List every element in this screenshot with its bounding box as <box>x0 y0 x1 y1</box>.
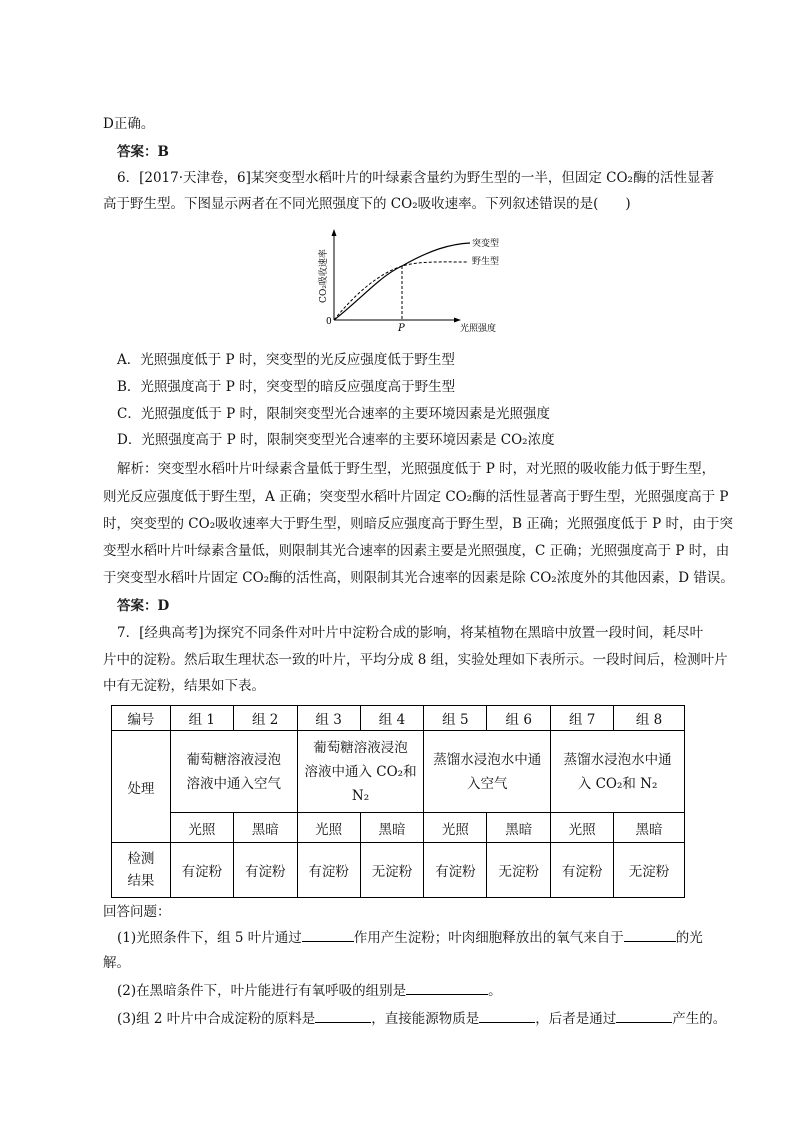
light-2: 黑暗 <box>233 813 297 843</box>
treatment-groups-5-6: 蒸馏水浸泡水中通 入空气 <box>424 731 551 813</box>
blank-3c[interactable] <box>616 1008 672 1023</box>
light-4: 黑暗 <box>360 813 424 843</box>
q6-analysis-line4: 变型水稻叶片叶绿素含量低，则限制其光合速率的因素主要是光照强度，C 正确；光照强度高于 P 时，由 <box>103 543 730 559</box>
answer-intro: 回答问题： <box>103 904 171 920</box>
result-3: 有淀粉 <box>297 843 360 898</box>
q6-analysis-line2: 则光反应强度低于野生型，A 正确；突变型水稻叶片固定 CO₂酶的活性显著高于野生型，光照强度高于 P <box>103 489 729 505</box>
result-7: 有淀粉 <box>551 843 614 898</box>
q6-option-b: B．光照强度高于 P 时，突变型的暗反应强度高于野生型 <box>117 379 456 395</box>
q6-analysis-line1: 解析：突变型水稻叶片叶绿素含量低于野生型，光照强度低于 P 时，对光照的吸收能力低于野生型， <box>117 461 716 477</box>
table-result-row <box>112 843 685 898</box>
prev-answer-tail: D正确。 <box>103 116 155 132</box>
group-8: 组 8 <box>614 706 685 731</box>
result-6: 无淀粉 <box>487 843 551 898</box>
light-3: 光照 <box>297 813 360 843</box>
q7-stem-line2: 片中的淀粉。然后取生理状态一致的叶片，平均分成 8 组，实验处理如下表所示。一段时间后，检测叶片 <box>103 652 728 668</box>
wild-type-curve <box>334 262 468 320</box>
group-6: 组 6 <box>487 706 551 731</box>
q7-stem-line1: 7．[经典高考]为探究不同条件对叶片中淀粉合成的影响，将某植物在黑暗中放置一段时间，耗尽叶 <box>117 625 704 641</box>
x-axis-label: 光照强度 <box>460 324 497 334</box>
q6-stem-line1: 6．[2017·天津卷，6]某突变型水稻叶片的叶绿素含量约为野生型的一半，但固定 CO₂酶的活性显著 <box>117 170 714 186</box>
light-8: 黑暗 <box>614 813 685 843</box>
result-label: 检测 结果 <box>112 843 171 898</box>
y-axis-label: CO₂吸收速率 <box>319 249 329 303</box>
table-header-row <box>112 706 685 731</box>
q6-stem-line2: 高于野生型。下图显示两者在不同光照强度下的 CO₂吸收速率。下列叙述错误的是( ) <box>103 196 631 212</box>
blank-1b[interactable] <box>624 927 676 942</box>
sub-question-3: (3)组 2 叶片中合成淀粉的原料是 ，直接能源物质是 ，后者是通过 产生的。 <box>117 1008 726 1029</box>
blank-3b[interactable] <box>479 1008 535 1023</box>
result-1: 有淀粉 <box>170 843 233 898</box>
light-5: 光照 <box>424 813 487 843</box>
result-4: 无淀粉 <box>360 843 424 898</box>
group-7: 组 7 <box>551 706 614 731</box>
result-8: 无淀粉 <box>614 843 685 898</box>
treatment-label: 处理 <box>112 731 171 843</box>
group-1: 组 1 <box>170 706 233 731</box>
blank-1a[interactable] <box>302 927 354 942</box>
sub-question-1: (1)光照条件下，组 5 叶片通过 作用产生淀粉；叶肉细胞释放出的氧气来自于 的光 <box>117 927 703 948</box>
group-2: 组 2 <box>233 706 297 731</box>
legend-mutant: 突变型 <box>472 239 500 249</box>
q6-analysis-line5: 于突变型水稻叶片固定 CO₂酶的活性高，则限制其光合速率的因素是除 CO₂浓度外的其他因素，D 错误。 <box>103 570 734 586</box>
group-5: 组 5 <box>424 706 487 731</box>
table-treatment-row <box>112 731 685 813</box>
q7-stem-line3: 中有无淀粉，结果如下表。 <box>103 678 265 694</box>
treatment-groups-1-2: 葡萄糖溶液浸泡 溶液中通入空气 <box>170 731 297 813</box>
light-1: 光照 <box>170 813 233 843</box>
answer-q5: 答案：B <box>117 144 169 160</box>
legend-wild: 野生型 <box>472 257 500 267</box>
q6-option-d: D．光照强度高于 P 时，限制突变型光合速率的主要环境因素是 CO₂浓度 <box>117 432 555 448</box>
p-label: P <box>398 323 405 334</box>
group-3: 组 3 <box>297 706 360 731</box>
table-light-row <box>112 813 685 843</box>
header-label: 编号 <box>112 706 171 731</box>
treatment-groups-7-8: 蒸馏水浸泡水中通 入 CO₂和 N₂ <box>551 731 685 813</box>
blank-2[interactable] <box>406 980 488 995</box>
result-2: 有淀粉 <box>233 843 297 898</box>
experiment-table <box>111 705 685 898</box>
co2-absorption-figure <box>310 228 510 338</box>
q6-option-a: A．光照强度低于 P 时，突变型的光反应强度低于野生型 <box>117 352 455 368</box>
blank-3a[interactable] <box>315 1008 371 1023</box>
q6-answer: 答案：D <box>117 598 170 614</box>
result-5: 有淀粉 <box>424 843 487 898</box>
treatment-groups-3-4: 葡萄糖溶液浸泡 溶液中通入 CO₂和 N₂ <box>297 731 424 813</box>
q6-option-c: C．光照强度低于 P 时，限制突变型光合速率的主要环境因素是光照强度 <box>117 406 550 422</box>
origin-label: 0 <box>326 317 332 327</box>
light-7: 光照 <box>551 813 614 843</box>
q6-analysis-line3: 时，突变型的 CO₂吸收速率大于野生型，则暗反应强度高于野生型，B 正确；光照强度低于 P 时，由于突 <box>103 516 733 532</box>
group-4: 组 4 <box>360 706 424 731</box>
light-6: 黑暗 <box>487 813 551 843</box>
sub-question-1-cont: 解。 <box>103 955 130 971</box>
sub-question-2: (2)在黑暗条件下，叶片能进行有氧呼吸的组别是 。 <box>117 980 502 1001</box>
